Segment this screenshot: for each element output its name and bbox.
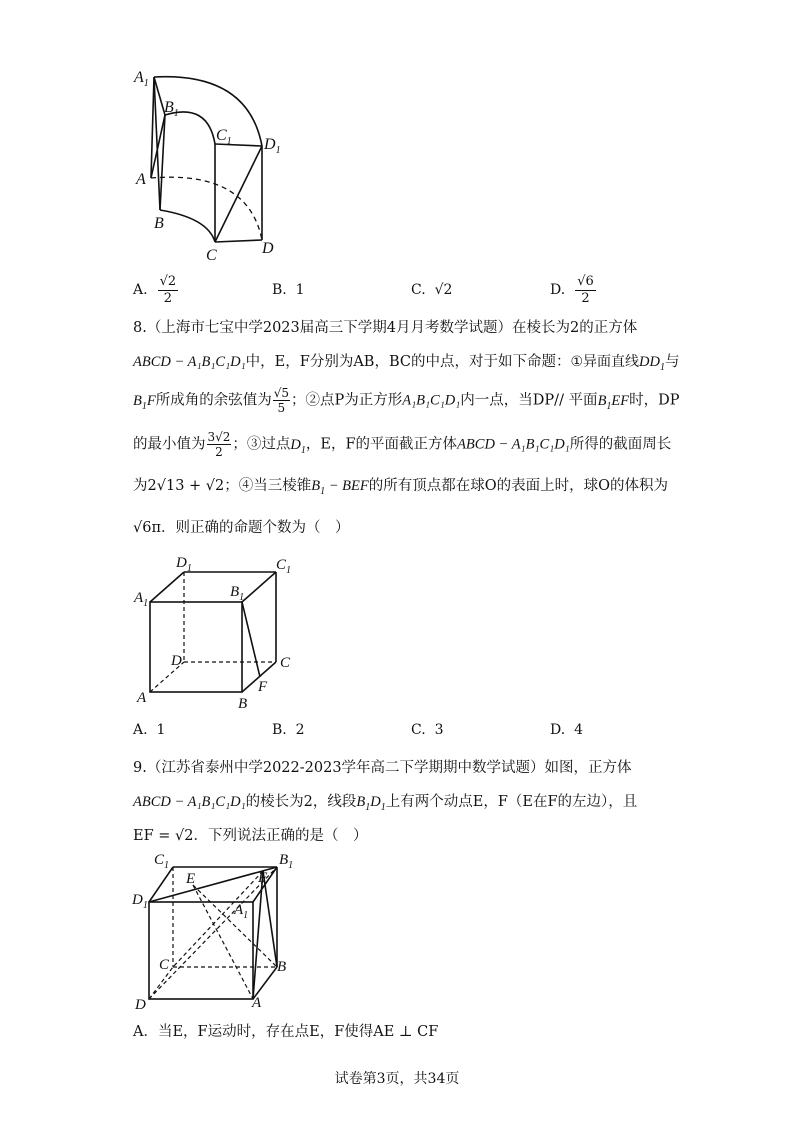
q8-option-b[interactable]: B. 2 <box>272 722 305 738</box>
q8-line-5: 为2√13 + √2；④当三棱锥$B_1$ − BEF的所有顶点都在球O的表面上时，球O的体积为 <box>133 478 668 497</box>
q7-option-c[interactable]: C. √2 <box>411 282 453 298</box>
q8-option-a[interactable]: A. 1 <box>133 722 166 738</box>
label-F: F <box>258 679 268 695</box>
label-E: E <box>186 871 196 887</box>
label-C: C <box>159 957 170 973</box>
q8-option-c[interactable]: C. 3 <box>411 722 444 738</box>
q9-line-3: EF = √2．下列说法正确的是（ ） <box>133 828 368 844</box>
q8-line-2: ABCD − A₁B₁C₁D₁中，E，F分别为AB，BC的中点，对于如下命题：①异面直线$DD_1$与 <box>133 354 680 373</box>
q7-option-b[interactable]: B. 1 <box>272 282 305 298</box>
label-B: B <box>277 959 287 975</box>
label-C: C <box>280 655 291 671</box>
fraction: $\frac{√6}{2}$ <box>577 273 594 306</box>
label-A1: $A_1$ <box>134 69 149 89</box>
q7-option-d[interactable]: D. $\frac{√6}{2}$ <box>550 273 594 306</box>
label-D1: $D_1$ <box>176 555 192 574</box>
q9-option-a[interactable]: A．当E，F运动时，存在点E，F使得AE ⊥ CF <box>133 1024 439 1040</box>
label-B1: $B_1$ <box>230 584 245 603</box>
label-B: B <box>154 215 164 232</box>
label-D1: $D_1$ <box>264 136 281 156</box>
label-C1: $C_1$ <box>216 127 232 147</box>
q8-options <box>133 710 693 750</box>
fraction: $\frac{3√2}{2}$ <box>207 430 231 459</box>
q9-line-2: ABCD − A₁B₁C₁D₁的棱长为2，线段$B_1D_1$上有两个动点E，F（E在F的左边），且 <box>133 794 638 813</box>
label-B1: $B_1$ <box>164 99 179 119</box>
q9-figure <box>130 852 300 1012</box>
page-footer: 试卷第3页，共34页 <box>334 1071 460 1087</box>
q8-line-4: 的最小值为 $\frac{3√2}{2}$ ；③过点$D_1$，E，F的平面截正方体ABCD − A₁B₁C₁D₁所得的截面周长 <box>133 430 672 459</box>
q7-figure <box>130 60 300 270</box>
q9-line-1: 9.（江苏省泰州中学2022-2023学年高二下学期期中数学试题）如图，正方体 <box>133 760 632 776</box>
label-C1: $C_1$ <box>276 557 292 576</box>
q7-option-a[interactable]: A. $\frac{√2}{2}$ <box>133 273 177 306</box>
label-A1: $A_1$ <box>134 590 149 609</box>
label-B: B <box>238 696 248 712</box>
q7-options <box>133 270 693 310</box>
q8-figure <box>130 552 300 712</box>
q8-line-3: $B_1F$所成角的余弦值为 $\frac{√5}{5}$ ；②点P为正方形A₁B₁C₁D₁内一点，当DP// 平面$B_1EF$时，DP <box>133 386 680 415</box>
label-A: A <box>137 690 147 706</box>
q8-line-6: √6π．则正确的命题个数为（ ） <box>133 520 350 536</box>
label-A: A <box>252 995 262 1011</box>
q8-line-1: 8.（上海市七宝中学2023届高三下学期4月月考数学试题）在棱长为2的正方体 <box>133 320 638 336</box>
label-A: A <box>136 171 146 188</box>
label-B1: $B_1$ <box>279 852 294 871</box>
fraction: $\frac{√2}{2}$ <box>159 273 177 306</box>
label-D1: $D_1$ <box>132 892 148 911</box>
label-C1: $C_1$ <box>154 852 170 871</box>
label-A1: $A_1$ <box>234 902 249 921</box>
label-C: C <box>206 247 217 264</box>
label-F: F <box>258 870 268 886</box>
label-D: D <box>262 240 274 257</box>
fraction: $\frac{√5}{5}$ <box>273 386 289 415</box>
label-D: D <box>135 997 146 1012</box>
q8-option-d[interactable]: D. 4 <box>550 722 584 738</box>
label-D: D <box>171 653 182 669</box>
